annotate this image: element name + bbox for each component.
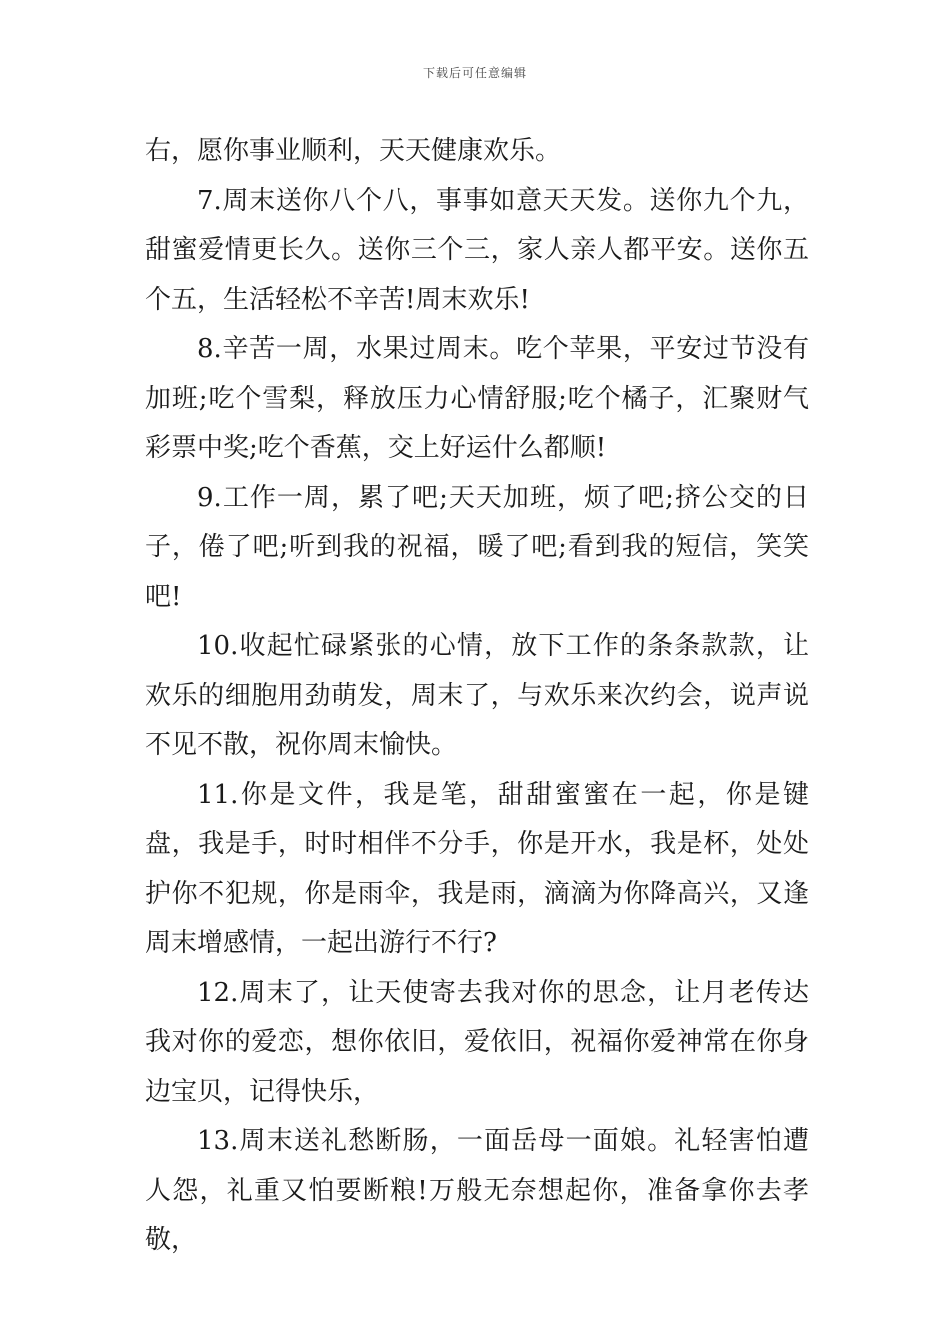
document-body: [145, 127, 809, 1266]
paragraph-12: 12.周末了，让天使寄去我对你的思念，让月老传达我对你的爱恋，想你依旧，爱依旧，祝福你爱神常在你身边宝贝，记得快乐，: [145, 977, 809, 1107]
page-header: 下载后可任意编辑: [422, 66, 527, 80]
paragraph-9: 9.工作一周，累了吧;天天加班，烦了吧;挤公交的日子，倦了吧;听到我的祝福，暖了吧;看到我的短信，笑笑吧!: [145, 482, 809, 612]
paragraph-13: 13.周末送礼愁断肠，一面岳母一面娘。礼轻害怕遭人怨，礼重又怕要断粮!万般无奈想起你，准备拿你去孝敬，: [145, 1126, 809, 1255]
paragraph-10: 10.收起忙碌紧张的心情，放下工作的条条款款，让欢乐的细胞用劲萌发，周末了，与欢乐来次约会，说声说不见不散，祝你周末愉快。: [145, 631, 809, 760]
paragraph-7: 7.周末送你八个八，事事如意天天发。送你九个九，甜蜜爱情更长久。送你三个三，家人亲人都平安。送你五个五，生活轻松不辛苦!周末欢乐!: [145, 185, 809, 315]
paragraph-11: 11.你是文件，我是笔，甜甜蜜蜜在一起，你是键盘，我是手，时时相伴不分手，你是开水，我是杯，处处护你不犯规，你是雨伞，我是雨，滴滴为你降高兴，又逢周末增感情，一起出游行不行?: [145, 779, 809, 958]
paragraph-continued: 右，愿你事业顺利，天天健康欢乐。: [145, 136, 562, 166]
paragraph-8: 8.辛苦一周，水果过周末。吃个苹果，平安过节没有加班;吃个雪梨，释放压力心情舒服;吃个橘子，汇聚财气彩票中奖;吃个香蕉，交上好运什么都顺!: [145, 334, 809, 463]
